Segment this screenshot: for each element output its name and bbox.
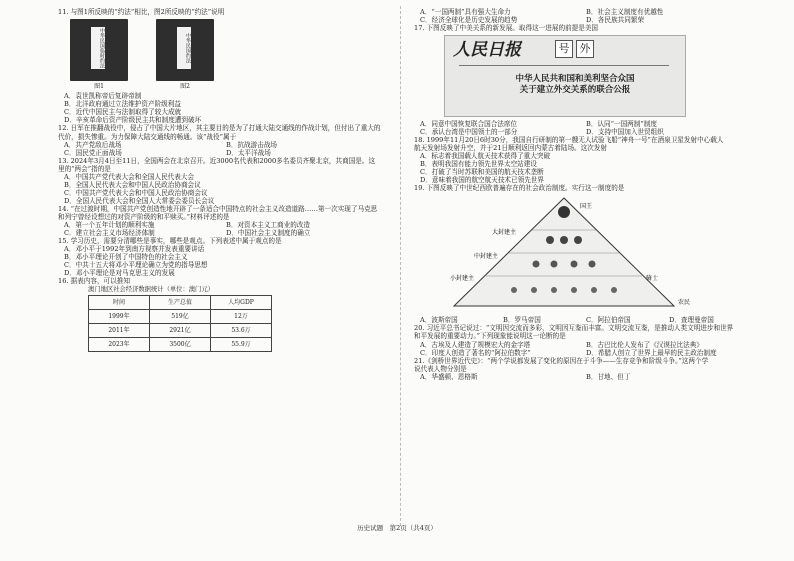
question-21-line-1: 21.《剑桥世界近代史》：“两个学说都发展了变化的原因在于斗争——生存竞争和阶级斗争。”这两个学 bbox=[414, 356, 709, 365]
q20-option-d: D．希腊人创立了世界上最早的民主政治制度 bbox=[586, 348, 717, 357]
q20-options-row-1 bbox=[414, 341, 752, 349]
q17-option-c: C．承认台湾是中国领土的一部分 bbox=[420, 128, 518, 137]
vassal-figure-icon bbox=[533, 261, 540, 268]
q11-option-d: D．辛亥革命后资产阶级民主共和制度遭到破坏 bbox=[64, 116, 202, 125]
q14-option-b: B．对资本主义工商业的改造 bbox=[226, 220, 310, 229]
q12-options-row-1 bbox=[58, 141, 388, 149]
question-18-line-1: 18. 1999年11月20日6时30分，我国自行研制的第一艘无人试验飞船“神舟一号”在酒泉卫星发射中心载人 bbox=[414, 136, 724, 145]
table-cell: 2921亿 bbox=[150, 323, 211, 337]
vassal-figure-icon bbox=[571, 261, 578, 268]
vassal-figure-icon bbox=[551, 261, 558, 268]
table-header-row bbox=[89, 295, 272, 309]
q18-option-a: A．标志着我国载人航天技术获得了重大突破 bbox=[420, 152, 551, 161]
q16-option-c: C．经济全球化是历史发展的趋势 bbox=[420, 16, 518, 25]
question-18-line-2: 航天发射场发射升空，并于21日顺利返回内蒙古着陆场。这次发射 bbox=[414, 144, 608, 153]
macau-data-table bbox=[88, 295, 272, 352]
question-12-line-1: 12. 日军在推翻战役中，侵占了中国大片地区，其主要目的是为了打通大陆交通线的作战计划，但付出了重大的 bbox=[58, 124, 381, 133]
q20-options-row-2 bbox=[414, 349, 752, 357]
question-15: 15. 学习历史，需要分清哪些是事实，哪些是观点。下列表述中属于观点的是 bbox=[58, 236, 282, 245]
extra-char: 号 bbox=[555, 40, 573, 58]
table-title: 澳门地区社会经济数据统计（单位：澳门元） bbox=[88, 286, 214, 294]
peasant-figure-icon bbox=[511, 287, 517, 293]
table-cell: 3500亿 bbox=[150, 337, 211, 351]
figure-row bbox=[70, 19, 388, 90]
headline-rule bbox=[459, 65, 669, 66]
book-2-title: 中华民国约法 bbox=[177, 27, 191, 69]
q19-option-d: D．查理曼帝国 bbox=[669, 316, 714, 325]
question-17: 17. 下图反映了中美关系的新发展。取得这一进展的前提是美国 bbox=[414, 24, 599, 33]
table-header-cell: 人均GDP bbox=[211, 295, 272, 309]
q15-option-c: C．中共十五大将邓小平理论确立为党的指导思想 bbox=[64, 261, 208, 269]
vassal-figure-icon bbox=[589, 261, 596, 268]
pyramid-label-great-lord: 大封建主 bbox=[492, 229, 517, 237]
peasant-figure-icon bbox=[531, 287, 537, 293]
peasant-figure-icon bbox=[551, 287, 557, 293]
column-divider bbox=[400, 6, 401, 526]
q18-option-c: C．打破了当时苏联和美国的航天技术垄断 bbox=[420, 168, 544, 177]
q13-option-b: B．全国人民代表大会和中国人民政治协商会议 bbox=[64, 180, 201, 189]
pyramid-label-small-lord: 小封建主 bbox=[450, 275, 475, 283]
pyramid-label-peasant: 农民 bbox=[678, 299, 691, 307]
q13-option-c: C．中国共产党代表大会和中国人民政治协商会议 bbox=[64, 188, 208, 197]
q11-option-a: A．袁世凯称帝后复辟帝制 bbox=[64, 92, 142, 101]
table-cell: 2023年 bbox=[89, 337, 150, 351]
page-footer: 历史试题 第2页（共4页） bbox=[357, 524, 437, 532]
right-column bbox=[414, 8, 752, 381]
question-19: 19. 下图反映了中世纪西欧普遍存在的社会政治制度。实行这一制度的是 bbox=[414, 184, 625, 193]
peasant-figure-icon bbox=[591, 287, 597, 293]
q14-options-row-2 bbox=[58, 229, 388, 237]
question-11: 11. 与图1所反映的“约法”相比，图2所反映的“约法”说明 bbox=[58, 8, 225, 16]
question-12-line-2: 代价，损失惨重。为力保障大陆交通线的畅通。该“战役”属于 bbox=[58, 132, 237, 141]
q17-options-row-2 bbox=[414, 128, 752, 136]
q17-option-b: B．认同“一国两制”制度 bbox=[586, 120, 657, 129]
table-cell: 55.9万 bbox=[211, 337, 272, 351]
q15-option-a: A．邓小平于1992年到南方视察并发表重要讲话 bbox=[64, 244, 205, 253]
q19-options-row bbox=[414, 316, 752, 324]
q20-option-a: A．古埃及人建造了规模宏大的金字塔 bbox=[420, 340, 531, 349]
question-20-line-2: 和平发展的重要动力。”下列现象能说明这一论断的是 bbox=[414, 332, 566, 341]
q17-option-d: D．支持中国加入世贸组织 bbox=[586, 128, 664, 137]
question-13-line-1: 13. 2024年3月4日至11日，全国两会在北京召开。近3000名代表和2000多名委员齐聚北京，共商国是。这 bbox=[58, 156, 376, 165]
q19-option-b: B．罗马帝国 bbox=[503, 316, 541, 325]
question-14-line-2: 和列宁曾经设想过的对资产阶级的和平赎买。”材料评述的是 bbox=[58, 212, 230, 221]
pyramid-label-knight: 骑士 bbox=[646, 275, 659, 283]
lord-figure-icon bbox=[574, 236, 582, 244]
figure-2-caption: 图2 bbox=[180, 83, 190, 91]
table-row bbox=[89, 323, 272, 337]
table-header-cell: 生产总值 bbox=[150, 295, 211, 309]
q20-option-b: B．古巴比伦人发布了《汉谟拉比法典》 bbox=[586, 340, 703, 349]
q16-options-row-2 bbox=[414, 16, 752, 24]
figure-1-caption: 图1 bbox=[94, 83, 104, 91]
pyramid-svg bbox=[414, 194, 714, 312]
q15-option-b: B．邓小平理论开创了中国特色的社会主义 bbox=[64, 252, 188, 261]
question-21-line-2: 说代表人物分别是 bbox=[414, 364, 467, 373]
question-14-line-1: 14. “在过渡时期，中国共产党创造性地开辟了一条适合中国特点的社会主义改造道路……第一次实现了马克思 bbox=[58, 204, 378, 213]
q21-option-b: B．甘地、但丁 bbox=[586, 372, 631, 381]
table-cell: 1999年 bbox=[89, 309, 150, 323]
q12-options-row-2 bbox=[58, 149, 388, 157]
question-20-line-1: 20. 习近平总书记说过：“文明因交流而多彩，文明因互鉴而丰富。文明交流互鉴，是推动人类文明进步和世界 bbox=[414, 324, 734, 333]
table-cell: 519亿 bbox=[150, 309, 211, 323]
q17-options-row-1 bbox=[414, 120, 752, 128]
q21-option-a: A．华盛顿、恩格斯 bbox=[420, 372, 478, 381]
table-header-cell: 时间 bbox=[89, 295, 150, 309]
question-16: 16. 据表内容，可以推知 bbox=[58, 277, 130, 286]
q18-option-d: D．意味着我国的航空航天技术已领先世界 bbox=[420, 176, 544, 185]
feudal-pyramid-diagram bbox=[414, 194, 752, 314]
q12-option-c: C．国民党正面战场 bbox=[64, 148, 122, 157]
left-column bbox=[58, 8, 388, 352]
newspaper-image bbox=[444, 35, 686, 117]
q12-option-d: D．太平洋战场 bbox=[226, 148, 271, 157]
lord-figure-icon bbox=[560, 236, 568, 244]
table-row bbox=[89, 337, 272, 351]
book-1-title: 中华民国临时约法 bbox=[91, 27, 105, 69]
lord-figure-icon bbox=[546, 236, 554, 244]
table-cell: 12万 bbox=[211, 309, 272, 323]
pyramid-label-middle-lord: 中封建主 bbox=[474, 253, 499, 261]
q19-option-c: C．阿拉伯帝国 bbox=[586, 316, 631, 325]
extra-edition-mark bbox=[555, 40, 594, 58]
king-figure-icon bbox=[558, 206, 570, 218]
q19-option-a: A．波斯帝国 bbox=[420, 316, 458, 325]
q13-option-d: D．全国人民代表大会和全国人大常委会委员长会议 bbox=[64, 196, 215, 205]
q16-options-row-1 bbox=[414, 8, 752, 16]
q11-option-b: B．北洋政府通过立法维护资产阶级利益 bbox=[64, 100, 181, 109]
q16-option-b: B．社会主义制度有优越性 bbox=[586, 8, 664, 16]
q14-option-d: D．中国社会主义制度的确立 bbox=[226, 228, 311, 237]
q12-option-a: A．共产党敌后战场 bbox=[64, 140, 122, 149]
book-cover-icon bbox=[156, 19, 214, 81]
extra-char: 外 bbox=[576, 40, 594, 58]
table-row bbox=[89, 309, 272, 323]
figure-1 bbox=[70, 19, 128, 90]
table-cell: 53.6万 bbox=[211, 323, 272, 337]
q18-option-b: B．表明我国有能力领先世界太空站建设 bbox=[420, 160, 537, 169]
q14-options-row-1 bbox=[58, 221, 388, 229]
peasant-figure-icon bbox=[571, 287, 577, 293]
headline-line-2: 关于建立外交关系的联合公报 bbox=[519, 84, 631, 95]
question-13-line-2: 里的“两会”指的是 bbox=[58, 164, 111, 173]
newspaper-masthead: 人民日报 bbox=[453, 40, 521, 61]
q12-option-b: B．抗战游击战场 bbox=[226, 140, 278, 149]
newspaper-headline bbox=[475, 74, 675, 95]
pyramid-label-king: 国王 bbox=[580, 203, 593, 211]
headline-line-1: 中华人民共和国和美利坚合众国 bbox=[515, 74, 635, 85]
q20-option-c: C．印度人创造了著名的“阿拉伯数字” bbox=[420, 348, 531, 357]
q16-option-a: A．“一国两制”具有强大生命力 bbox=[420, 8, 511, 16]
book-cover-icon bbox=[70, 19, 128, 81]
q17-option-a: A．同意中国恢复联合国合法席位 bbox=[420, 120, 518, 129]
q16-option-d: D．各民族共同繁荣 bbox=[586, 16, 645, 25]
table-cell: 2011年 bbox=[89, 323, 150, 337]
q14-option-c: C．建立社会主义市场经济体制 bbox=[64, 228, 155, 237]
figure-2 bbox=[156, 19, 214, 90]
q14-option-a: A．第一个五年计划的顺利实施 bbox=[64, 220, 155, 229]
q13-option-a: A．中国共产党代表大会和全国人民代表大会 bbox=[64, 172, 195, 181]
q11-option-c: C．近代中国民主与法制取得了较大成就 bbox=[64, 108, 182, 117]
peasant-figure-icon bbox=[611, 287, 617, 293]
q15-option-d: D．邓小平理论是对马克思主义的发展 bbox=[64, 269, 175, 278]
q21-options-row-1 bbox=[414, 373, 752, 381]
